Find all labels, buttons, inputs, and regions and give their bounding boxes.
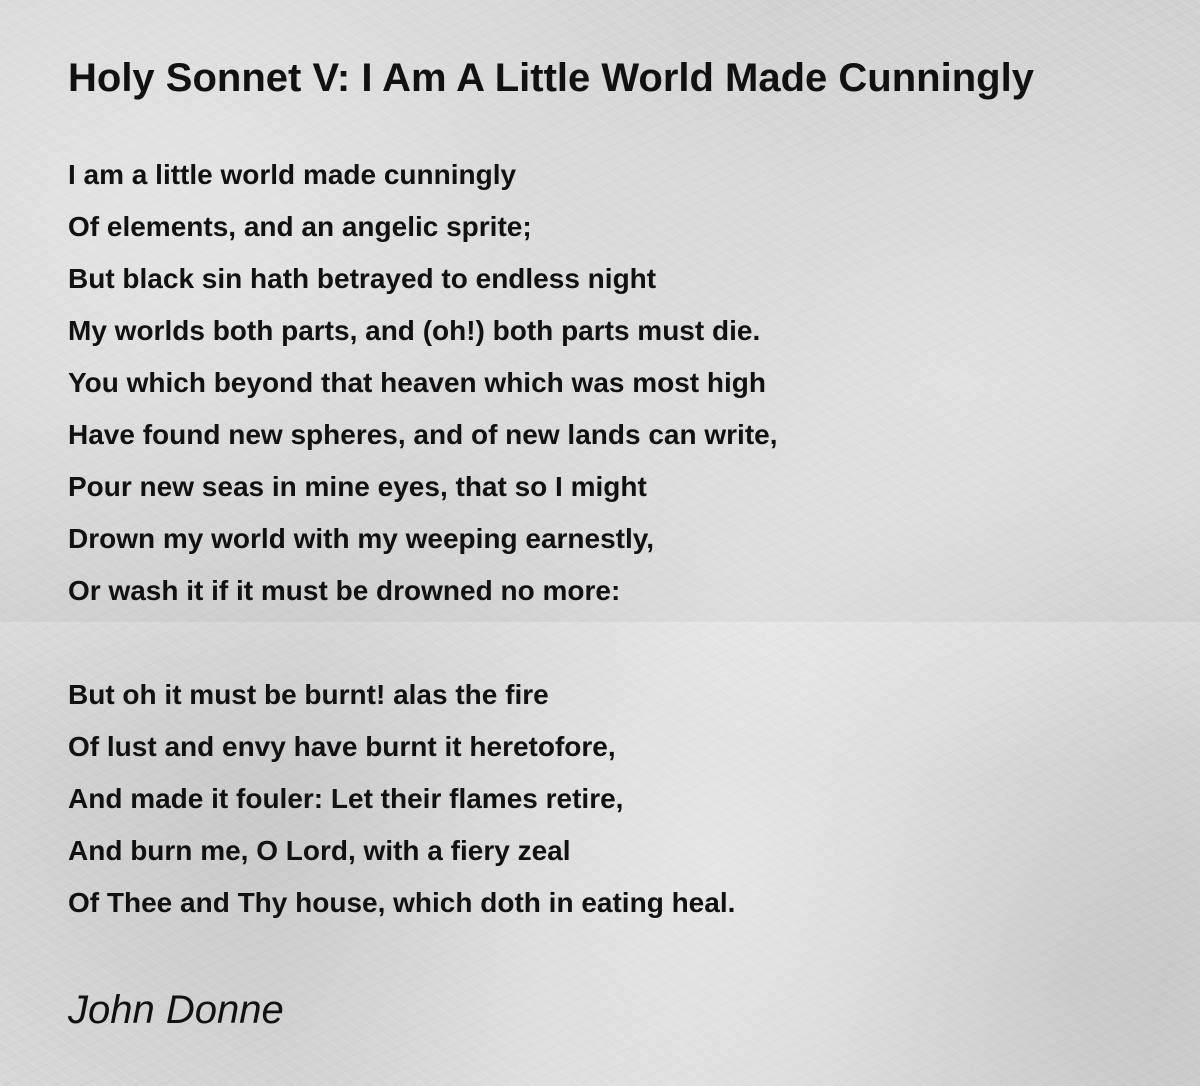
poem-line: And made it fouler: Let their flames retire, <box>68 783 624 814</box>
stanza-2 <box>68 669 778 929</box>
poem-line: Of lust and envy have burnt it heretofore, <box>68 731 616 762</box>
poem-line: But black sin hath betrayed to endless night <box>68 263 657 294</box>
poem-line: Pour new seas in mine eyes, that so I might <box>68 471 647 502</box>
poem-line: Or wash it if it must be drowned no more: <box>68 575 621 606</box>
poem-line: Of elements, and an angelic sprite; <box>68 211 532 242</box>
poem-author: John Donne <box>68 988 284 1032</box>
poem-line: Drown my world with my weeping earnestly, <box>68 523 655 554</box>
poem-title: Holy Sonnet V: I Am A Little World Made Cunningly <box>68 56 1034 100</box>
poem-line: Of Thee and Thy house, which doth in eating heal. <box>68 887 736 918</box>
poem-body <box>68 149 778 929</box>
poem-line: My worlds both parts, and (oh!) both parts must die. <box>68 315 761 346</box>
poem-line: But oh it must be burnt! alas the fire <box>68 679 549 710</box>
poem-line: Have found new spheres, and of new lands can write, <box>68 419 778 450</box>
poem-line: And burn me, O Lord, with a fiery zeal <box>68 835 571 866</box>
stanza-1 <box>68 149 778 617</box>
stanza-break <box>68 617 778 669</box>
poem-line: I am a little world made cunningly <box>68 159 517 190</box>
poem-line: You which beyond that heaven which was most high <box>68 367 767 398</box>
